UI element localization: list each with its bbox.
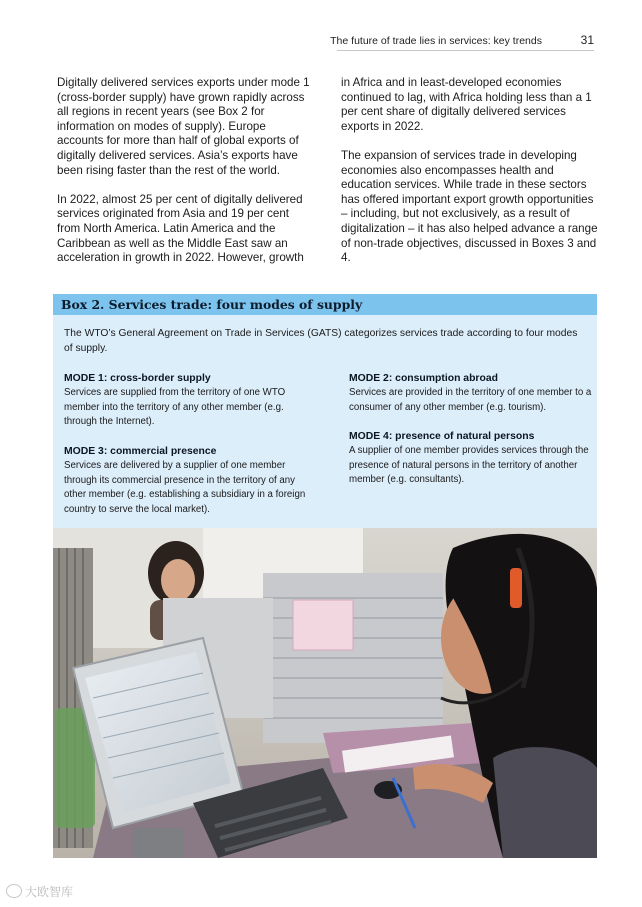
body-paragraph: in Africa and in least-developed economies continued to lag, with Africa holding less than a 1 per cent share of digitally delivered services exports in 2022.: [341, 76, 592, 133]
mode-4-block: [349, 429, 594, 488]
watermark-logo-icon: [6, 884, 22, 898]
running-header: [0, 33, 642, 49]
photo-illustration: [53, 528, 597, 858]
box-intro: The WTO’s General Agreement on Trade in Services (GATS) categorizes services trade according to four modes of supply.: [64, 328, 578, 354]
box-2-panel: [53, 294, 597, 528]
page-number: 31: [580, 33, 594, 47]
call-centre-photo: [53, 528, 597, 858]
running-title: The future of trade lies in services: key trends: [330, 35, 542, 47]
mode-2-block: [349, 371, 594, 415]
mode-heading: MODE 2: consumption abroad: [349, 373, 498, 384]
header-rule: [337, 50, 594, 51]
right-text-column: [341, 76, 599, 280]
left-text-column: [57, 76, 315, 280]
watermark-text: 大欧智库: [25, 885, 74, 899]
mode-description: Services are delivered by a supplier of one member through its commercial presence in the territory of any other member (e.g. establishing a subsidiary in a foreign country to serve the local market).: [64, 460, 306, 515]
mode-description: Services are supplied from the territory of one WTO member into the territory of any other member (e.g. through the Internet).: [64, 387, 286, 428]
mode-description: Services are provided in the territory of one member to a consumer of any other member (e.g. tourism).: [349, 387, 592, 413]
mode-3-block: [64, 444, 309, 517]
box-title: Box 2. Services trade: four modes of supply: [53, 294, 597, 315]
body-paragraph: Digitally delivered services exports under mode 1 (cross-border supply) have grown rapidly across all regions in recent years (see Box 2 for information on modes of supply). Europe accounts for more than half of global exports of digitally delivered services. Asia’s exports have been rising faster than the rest of the world.: [57, 76, 310, 177]
mode-heading: MODE 1: cross-border supply: [64, 373, 211, 384]
mode-heading: MODE 3: commercial presence: [64, 446, 217, 457]
body-paragraph: In 2022, almost 25 per cent of digitally delivered services originated from Asia and 19 per cent from North America. Latin America and the Caribbean as well as the Middle East saw an acceleration in growth in 2022. However, growth: [57, 192, 304, 265]
body-paragraph: The expansion of services trade in developing economies also encompasses health and education services. While trade in these sectors has offered important export growth opportunities – including, but not exclusively, as a result of digitalization – it has also helped advance a range of non-trade objectives, discussed in Boxes 3 and 4.: [341, 148, 598, 265]
mode-heading: MODE 4: presence of natural persons: [349, 431, 535, 442]
mode-description: A supplier of one member provides services through the presence of natural persons in the territory of another member (e.g. consultants).: [349, 445, 589, 486]
mode-1-block: [64, 371, 309, 430]
watermark: [6, 883, 73, 900]
